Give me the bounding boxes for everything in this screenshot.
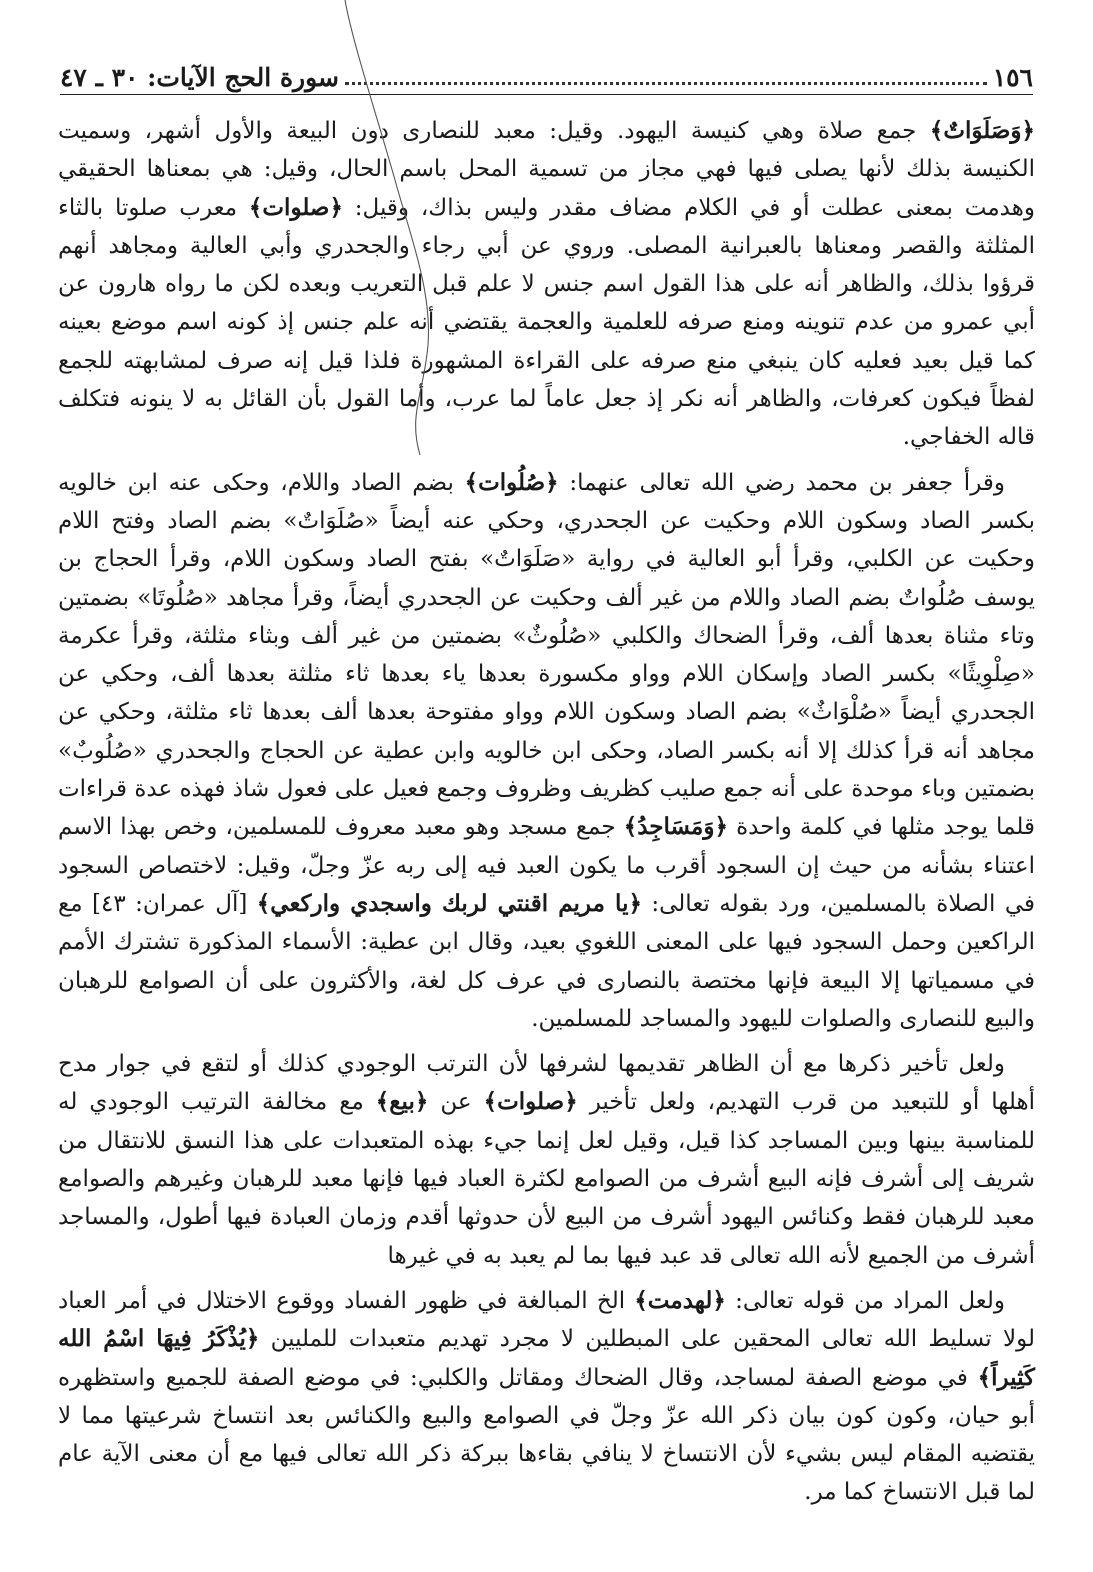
text-run: جمع مسجد وهو معبد معروف للمسلمين، وخص بهذا الاسم اعتناء بشأنه من حيث إن السجود أقرب ما يكون العبد فيه إلى ربه عزّ وجلّ، وقيل: لاختصاص السجود في الصلاة بالمسلمين، ورد بقوله تعالى:	[58, 814, 1035, 917]
text-run: جمع صلاة وهي كنيسة اليهود. وقيل: معبد للنصارى دون البيعة والأول أشهر، وسميت الكنيسة بذلك لأنها يصلى فيها فهي مجاز من تسمية المحل باسم الحال، وقيل: هي بمعناها الحقيقي وهدمت بمعنى عطلت أو في الكلام مضاف مقدر وليس بذاك، وقيل:	[58, 118, 1035, 221]
header-rule	[60, 94, 1033, 95]
quran-quote: ﴿صلوات﴾	[248, 193, 343, 221]
quran-quote: ﴿صلوات﴾	[483, 1088, 578, 1116]
paragraph	[58, 1282, 1035, 1512]
paragraph	[58, 1045, 1035, 1275]
text-run: عن	[428, 1089, 484, 1116]
text-run: بضم الصاد واللام، وحكى عنه ابن خالويه بكسر الصاد وسكون اللام وحكيت عن الجحدري، وحكي عنه أيضاً «صُلَوَاتٌ» بضم الصاد وفتح اللام وحكيت عن الكلبي، وقرأ أبو العالية في رواية «صَلَوَاتٌ» بفتح الصاد وسكون اللام، وقرأ الحجاج بن يوسف صُلُواتٌ بضم الصاد واللام من غير ألف وحكيت عن الجحدري أيضاً، وقرأ مجاهد «صُلُوتَا» بضمتين وتاء مثناة بعدها ألف، وقرأ الضحاك والكلبي «صُلُوثٌ» بضمتين من غير ألف وبثاء مثلثة، وقرأ عكرمة «صِلْوِيثًا» بكسر الصاد وإسكان اللام وواو مكسورة بعدها ياء بعدها ثاء مثلثة بعدها ألف، وحكي عن الجحدري أيضاً «صُلْوَاثٌ» بضم الصاد وسكون اللام وواو مفتوحة بعدها ألف بعدها ثاء مثلثة، وحكي عن مجاهد أنه قرأ كذلك إلا أنه بكسر الصاد، وحكى ابن خالويه وابن عطية عن الحجاج والجحدري «صُلُوبٌ» بضمتين وباء موحدة على أنه جمع صليب كظريف وظروف وجمع فعيل على فعول شاذ فهذه عدة قراءات قلما يوجد مثلها في كلمة واحدة	[58, 469, 1035, 841]
text-run: ولعل المراد من قوله تعالى:	[725, 1287, 1005, 1314]
running-header	[60, 52, 1033, 92]
quran-quote: ﴿يُذْكَرُ فِيهَا اسْمُ الله كَثِيراً﴾	[58, 1325, 1035, 1391]
text-run: [آل عمران: ٤٣] مع الراكعين وحمل السجود فيها على المعنى اللغوي بعيد، وقال ابن عطية: الأسماء المذكورة تشترك الأمم في مسمياتها إلا البيعة فإنها مختصة بالنصارى في عرف كل لغة، والأكثرون على أن الصوامع للرهبان والبيع للنصارى والصلوات لليهود والمساجد للمسلمين.	[58, 890, 1035, 1032]
text-run: وقرأ جعفر بن محمد رضي الله تعالى عنهما:	[558, 469, 1005, 496]
paragraph	[58, 464, 1035, 1038]
quran-quote: ﴿وَمَسَاجِدُ﴾	[623, 813, 728, 841]
header-leader-dots	[345, 82, 987, 85]
quran-quote: ﴿لهدمت﴾	[634, 1286, 726, 1314]
paragraph	[58, 112, 1035, 457]
body-text	[58, 112, 1035, 1519]
text-run: مع مخالفة الترتيب الوجودي له للمناسبة بينها وبين المساجد كذا قيل، وقيل لعل إنما جيء بهذه المتعبدات على هذا النسق للانتقال من شريف إلى أشرف فإنه البيع أشرف من الصوامع لكثرة العباد فيها فإنها معبد للرهبان وغيرهم والصوامع معبد للرهبان فقط وكنائس اليهود أشرف من البيع لأن حدوثها أقدم وزمان العبادة فيها أطول، والمساجد أشرف من الجميع لأنه الله تعالى قد عبد فيها بما لم يعبد به في غيرها	[58, 1089, 1035, 1269]
text-run: معرب صلوتا بالثاء المثلثة والقصر ومعناها بالعبرانية المصلى. وروي عن أبي رجاء والجحدري وأبي العالية ومجاهد أنهم قرؤوا بذلك، والظاهر أنه على هذا القول اسم جنس لا علم قبل التعريب وبعده لكن ما رواه هارون عن أبي عمرو من عدم تنوينه ومنع صرفه للعلمية والعجمة يقتضي أنه علم جنس إذ كونه اسم موضع بعينه كما قيل بعيد فعليه كان ينبغي منع صرفه على القراءة المشهورة فلذا قيل إنه صرف لمشابهته للجمع لفظاً فيكون كعرفات، والظاهر أنه نكر إذ جعل عاماً لما عرب، وأما القول بأن القائل به لا ينونه فتكلف قاله الخفاجي.	[58, 194, 1035, 451]
quran-quote: ﴿يا مريم اقنتي لربك واسجدي واركعي﴾	[256, 889, 642, 917]
text-run: الخ المبالغة في ظهور الفساد ووقوع الاختلال في أمر العباد لولا تسليط الله تعالى المحقين على المبطلين لا مجرد تهديم متعبدات للمليين	[58, 1287, 1035, 1353]
page-number: ١٥٦	[992, 63, 1033, 92]
quran-quote: ﴿وَصَلَوَاتٌ﴾	[929, 117, 1035, 144]
quran-quote: ﴿صُلُوات﴾	[464, 468, 559, 496]
header-title: سورة الحج الآيات: ٣٠ ـ ٤٧	[60, 63, 339, 92]
text-run: ولعل تأخير ذكرها مع أن الظاهر تقديمها لشرفها لأن الترتب الوجودي كذلك أو لتقع في جوار مدح أهلها أو للتبعيد من قرب التهديم، ولعل تأخير	[58, 1051, 1035, 1116]
text-run: في موضع الصفة لمساجد، وقال الضحاك ومقاتل والكلبي: في موضع الصفة للجميع واستظهره أبو حيان، وكون كون بيان ذكر الله عزّ وجلّ في الصوامع والبيع والكنائس بعد انتساخ شرعيتها مما لا يقتضيه المقام ليس بشيء لأن الانتساخ لا ينافي بقاءها ببركة ذكر الله تعالى فيها مع أن معنى الآية عام لما قبل الانتساخ كما مر.	[58, 1364, 1035, 1506]
quran-quote: ﴿بيع﴾	[375, 1088, 429, 1116]
